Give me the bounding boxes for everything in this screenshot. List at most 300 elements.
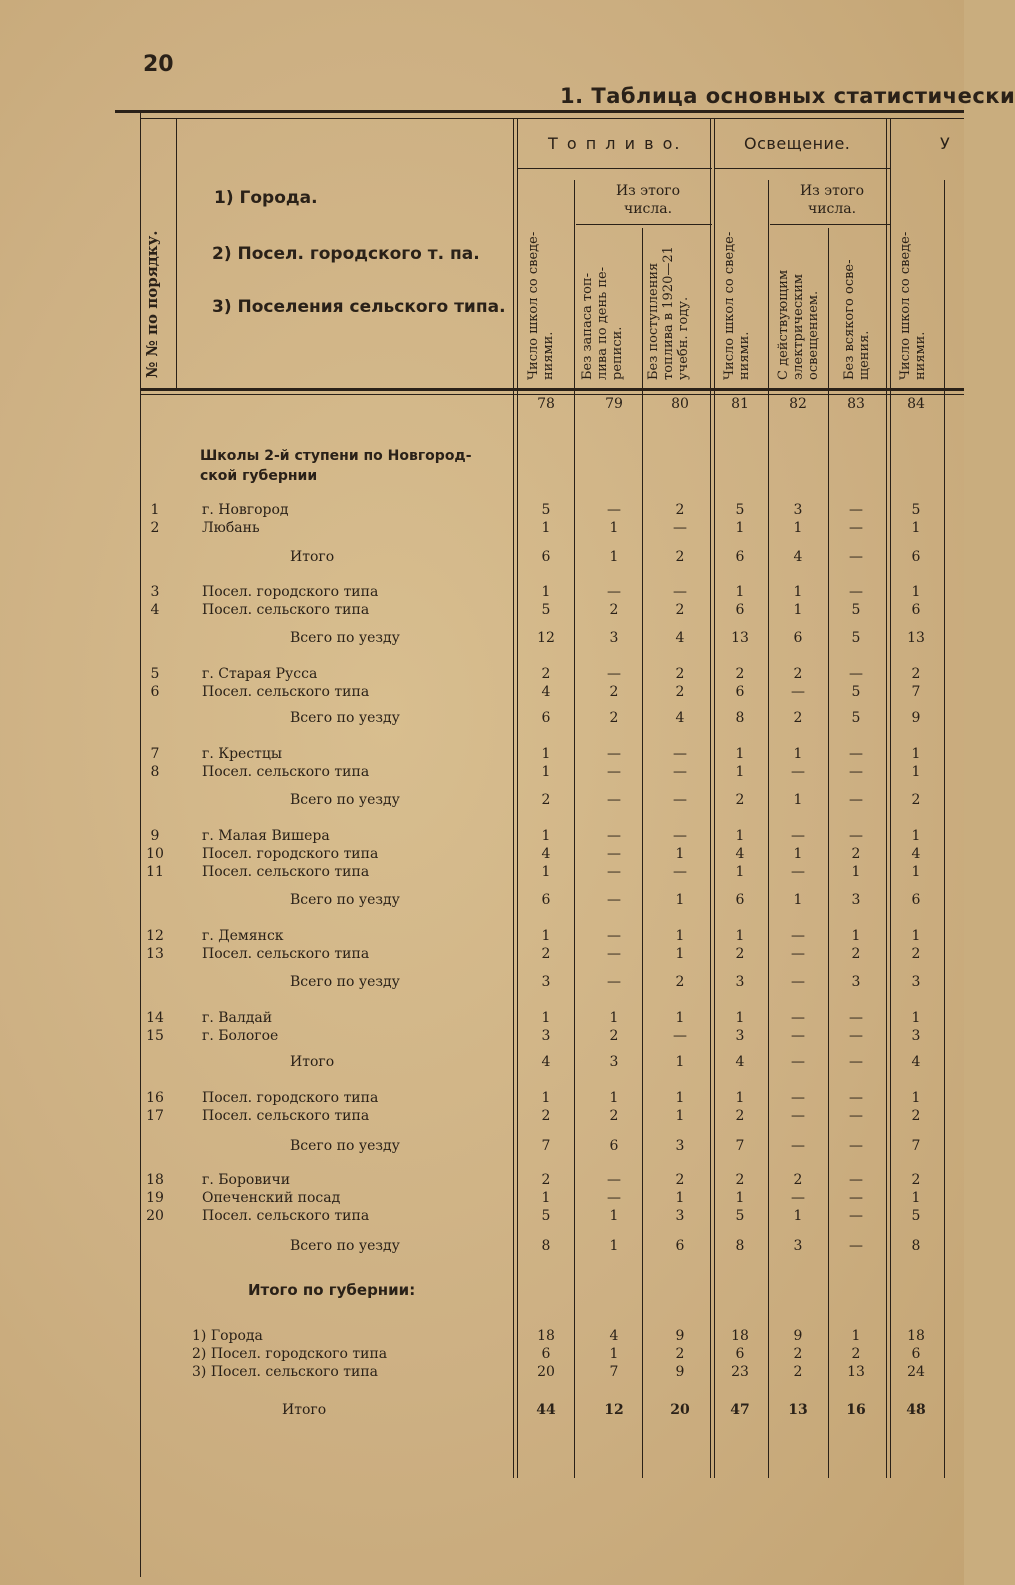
cell-col-78: 8: [541, 1238, 551, 1254]
cell-col-81: 1: [735, 520, 745, 536]
cell-col-80: 3: [675, 1138, 685, 1154]
cell-col-79: 4: [609, 1328, 619, 1344]
subtotal-row: [0, 974, 964, 992]
cell-col-84: 1: [911, 1010, 921, 1026]
row-label: Всего по уезду: [290, 1238, 400, 1254]
cell-col-83: 2: [851, 846, 861, 862]
lighting-group-rule: [714, 168, 890, 169]
cell-col-82: —: [791, 974, 805, 990]
stub-item-rural-type: 3) Поселения сельского типа.: [212, 297, 506, 317]
cell-col-84: 2: [911, 946, 921, 962]
cell-col-82: —: [791, 946, 805, 962]
cell-col-81: 6: [735, 684, 745, 700]
row-number: 11: [146, 864, 164, 880]
cell-col-78: 1: [541, 828, 551, 844]
table-row: [0, 746, 964, 764]
cell-col-84: 2: [911, 792, 921, 808]
cell-col-81: 8: [735, 710, 745, 726]
cell-col-78: 3: [541, 974, 551, 990]
row-number: 7: [150, 746, 160, 762]
row-number: 12: [146, 928, 164, 944]
cell-col-80: 9: [675, 1364, 685, 1380]
col-num-79: 79: [605, 396, 623, 412]
cell-col-79: —: [607, 864, 621, 880]
cell-col-80: 1: [675, 1010, 685, 1026]
cell-col-82: 3: [793, 1238, 803, 1254]
cell-col-78: 1: [541, 764, 551, 780]
cell-col-80: —: [673, 792, 687, 808]
col-header-83: Без всякого осве- щения.: [842, 259, 872, 380]
col-header-82: С действующим электрическим освещением.: [776, 269, 821, 380]
row-label: г. Малая Вишера: [202, 828, 330, 844]
cell-col-78: 2: [541, 666, 551, 682]
cell-col-80: —: [673, 1028, 687, 1044]
cell-col-83: —: [849, 1108, 863, 1124]
row-label: Всего по уезду: [290, 710, 400, 726]
cell-col-78: 2: [541, 946, 551, 962]
cell-col-79: 2: [609, 710, 619, 726]
cell-col-81: 2: [735, 1172, 745, 1188]
row-number: 6: [150, 684, 160, 700]
cell-col-80: 2: [675, 1346, 685, 1362]
cell-col-84: 7: [911, 684, 921, 700]
row-label: Любань: [202, 520, 260, 536]
cell-col-81: 7: [735, 1138, 745, 1154]
row-number: 18: [146, 1172, 164, 1188]
subtotal-row: [0, 549, 964, 567]
cell-col-84: 1: [911, 746, 921, 762]
col-header-78: Число школ со сведе- ниями.: [526, 231, 556, 380]
cell-col-83: —: [849, 1238, 863, 1254]
cell-col-82: —: [791, 684, 805, 700]
cell-col-81: 6: [735, 602, 745, 618]
province-total-label: Итого: [282, 1402, 327, 1418]
row-label: Всего по уезду: [290, 1138, 400, 1154]
cell-col-78: 2: [541, 1108, 551, 1124]
col-num-78: 78: [537, 396, 555, 412]
cell-col-80: —: [673, 764, 687, 780]
cell-col-83: 5: [851, 630, 861, 646]
row-label: Всего по уезду: [290, 974, 400, 990]
top-rule-2: [140, 118, 964, 119]
cell-col-81: 1: [735, 864, 745, 880]
cell-col-78: 7: [541, 1138, 551, 1154]
cell-col-78: 20: [537, 1364, 555, 1380]
cell-col-84: 4: [911, 846, 921, 862]
cell-col-84: 24: [907, 1364, 925, 1380]
cell-col-81: 18: [731, 1328, 749, 1344]
cell-col-82: 1: [793, 1208, 803, 1224]
cell-col-80: 2: [675, 684, 685, 700]
row-label: г. Валдай: [202, 1010, 273, 1026]
table-row: [0, 602, 964, 620]
cell-col-79: 1: [609, 1208, 619, 1224]
cell-col-82: —: [791, 828, 805, 844]
cell-col-79: 3: [609, 1054, 619, 1070]
row-number: 1: [150, 502, 160, 518]
table-row: [0, 864, 964, 882]
col-num-82: 82: [789, 396, 807, 412]
table-row: [0, 828, 964, 846]
cell-col-84: 48: [906, 1402, 926, 1418]
row-number: 2: [150, 520, 160, 536]
row-number: 4: [150, 602, 160, 618]
cell-col-82: —: [791, 1190, 805, 1206]
cell-col-80: 6: [675, 1238, 685, 1254]
cell-col-82: —: [791, 764, 805, 780]
cell-col-78: 1: [541, 520, 551, 536]
row-number: 15: [146, 1028, 164, 1044]
cell-col-79: —: [607, 892, 621, 908]
cell-col-82: 1: [793, 602, 803, 618]
fuel-group-rule: [518, 168, 712, 169]
row-label: Посел. городского типа: [202, 584, 379, 600]
row-number: 9: [150, 828, 160, 844]
table-row: [0, 1108, 964, 1126]
cell-col-82: —: [791, 1090, 805, 1106]
cell-col-82: —: [791, 864, 805, 880]
cell-col-79: —: [607, 764, 621, 780]
cell-col-83: —: [849, 584, 863, 600]
province-row-label: 2) Посел. городского типа: [192, 1346, 388, 1362]
cell-col-81: 5: [735, 502, 745, 518]
table-row: [0, 1208, 964, 1226]
cell-col-78: 4: [541, 1054, 551, 1070]
section-title: Школы 2-й ступени по Новгород- ской губернии: [200, 448, 472, 484]
cell-col-84: 18: [907, 1328, 925, 1344]
rule-stub: [176, 118, 177, 388]
cell-col-82: —: [791, 1010, 805, 1026]
subgroup-lighting: Из этого числа.: [799, 183, 865, 217]
cell-col-81: 1: [735, 828, 745, 844]
row-label: Посел. городского типа: [202, 1090, 379, 1106]
table-row: [0, 502, 964, 520]
cell-col-80: 3: [675, 1208, 685, 1224]
row-number: 8: [150, 764, 160, 780]
cell-col-78: 44: [536, 1402, 556, 1418]
col-num-80: 80: [671, 396, 689, 412]
row-label: Опеченский посад: [202, 1190, 341, 1206]
cell-col-80: 1: [675, 928, 685, 944]
row-label: г. Боровичи: [202, 1172, 291, 1188]
cell-col-82: 13: [788, 1402, 808, 1418]
cell-col-81: 1: [735, 584, 745, 600]
cell-col-83: —: [849, 1028, 863, 1044]
cell-col-83: —: [849, 1172, 863, 1188]
table-row: [0, 584, 964, 602]
fuel-sub-rule: [576, 224, 712, 225]
row-label: Посел. сельского типа: [202, 1208, 370, 1224]
group-next: У: [940, 134, 952, 153]
cell-col-78: 1: [541, 584, 551, 600]
cell-col-80: 4: [675, 710, 685, 726]
cell-col-83: 2: [851, 946, 861, 962]
cell-col-83: —: [849, 1208, 863, 1224]
cell-col-79: 1: [609, 549, 619, 565]
cell-col-83: —: [849, 746, 863, 762]
row-number: 13: [146, 946, 164, 962]
cell-col-79: 2: [609, 1108, 619, 1124]
cell-col-79: 2: [609, 1028, 619, 1044]
table-row: [0, 666, 964, 684]
cell-col-84: 1: [911, 864, 921, 880]
header-bottom-rule: [140, 388, 964, 391]
cell-col-81: 2: [735, 792, 745, 808]
cell-col-81: 4: [735, 1054, 745, 1070]
cell-col-83: 5: [851, 710, 861, 726]
cell-col-81: 6: [735, 892, 745, 908]
subgroup-fuel: Из этого числа.: [615, 183, 681, 217]
cell-col-82: 1: [793, 892, 803, 908]
cell-col-79: —: [607, 928, 621, 944]
cell-col-84: 1: [911, 520, 921, 536]
table-row: [0, 764, 964, 782]
cell-col-84: 1: [911, 928, 921, 944]
cell-col-79: 7: [609, 1364, 619, 1380]
stub-item-urban-type: 2) Посел. городского т. па.: [212, 244, 480, 264]
cell-col-81: 1: [735, 1090, 745, 1106]
table-row: [0, 846, 964, 864]
cell-col-83: 5: [851, 602, 861, 618]
cell-col-83: 1: [851, 864, 861, 880]
cell-col-80: 2: [675, 549, 685, 565]
row-label: Посел. сельского типа: [202, 602, 370, 618]
row-label: г. Крестцы: [202, 746, 283, 762]
cell-col-78: 5: [541, 602, 551, 618]
top-rule: [115, 110, 964, 113]
row-number: 17: [146, 1108, 164, 1124]
cell-col-79: 6: [609, 1138, 619, 1154]
subtotal-row: [0, 892, 964, 910]
table-row: [0, 1172, 964, 1190]
cell-col-81: 5: [735, 1208, 745, 1224]
table-row: [0, 684, 964, 702]
cell-col-81: 6: [735, 1346, 745, 1362]
cell-col-79: —: [607, 746, 621, 762]
cell-col-79: 1: [609, 1010, 619, 1026]
row-number: 3: [150, 584, 160, 600]
cell-col-82: 1: [793, 792, 803, 808]
cell-col-79: 3: [609, 630, 619, 646]
cell-col-83: —: [849, 764, 863, 780]
cell-col-81: 2: [735, 666, 745, 682]
cell-col-78: 12: [537, 630, 555, 646]
cell-col-80: 1: [675, 892, 685, 908]
cell-col-80: 1: [675, 1190, 685, 1206]
cell-col-83: 5: [851, 684, 861, 700]
cell-col-78: 4: [541, 684, 551, 700]
cell-col-79: 1: [609, 1090, 619, 1106]
cell-col-84: 3: [911, 974, 921, 990]
cell-col-84: 13: [907, 630, 925, 646]
row-label: г. Новгород: [202, 502, 289, 518]
cell-col-80: 2: [675, 602, 685, 618]
cell-col-78: 6: [541, 549, 551, 565]
row-label: Всего по уезду: [290, 630, 400, 646]
cell-col-79: 1: [609, 1238, 619, 1254]
cell-col-78: 1: [541, 928, 551, 944]
cell-col-83: —: [849, 1190, 863, 1206]
row-number: 20: [146, 1208, 164, 1224]
cell-col-82: 9: [793, 1328, 803, 1344]
row-label: Посел. сельского типа: [202, 684, 370, 700]
subtotal-row: [0, 710, 964, 728]
cell-col-82: 4: [793, 549, 803, 565]
cell-col-83: 3: [851, 974, 861, 990]
cell-col-83: —: [849, 520, 863, 536]
cell-col-81: 1: [735, 1010, 745, 1026]
cell-col-79: —: [607, 974, 621, 990]
table-row: [0, 928, 964, 946]
row-label: Итого: [290, 549, 335, 565]
cell-col-80: —: [673, 746, 687, 762]
row-label: Посел. сельского типа: [202, 864, 370, 880]
cell-col-81: 2: [735, 1108, 745, 1124]
col-header-79: Без запаса топ- лива по день пе- реписи.: [580, 266, 625, 380]
table-row: [0, 1190, 964, 1208]
row-label: Посел. сельского типа: [202, 764, 370, 780]
cell-col-81: 8: [735, 1238, 745, 1254]
cell-col-83: —: [849, 502, 863, 518]
cell-col-79: 12: [604, 1402, 624, 1418]
cell-col-84: 2: [911, 1108, 921, 1124]
cell-col-84: 3: [911, 1028, 921, 1044]
col-header-80: Без поступления топлива в 1920—21 учебн. году.: [646, 246, 691, 380]
cell-col-81: 3: [735, 974, 745, 990]
table-row: [0, 520, 964, 538]
cell-col-82: 1: [793, 520, 803, 536]
cell-col-78: 5: [541, 502, 551, 518]
subtotal-row: [0, 1138, 964, 1156]
cell-col-78: 18: [537, 1328, 555, 1344]
cell-col-84: 8: [911, 1238, 921, 1254]
table-row: [0, 1090, 964, 1108]
cell-col-79: —: [607, 584, 621, 600]
cell-col-84: 7: [911, 1138, 921, 1154]
cell-col-83: 13: [847, 1364, 865, 1380]
subtotal-row: [0, 1054, 964, 1072]
cell-col-83: 3: [851, 892, 861, 908]
cell-col-81: 4: [735, 846, 745, 862]
subtotal-row: [0, 792, 964, 810]
cell-col-82: 2: [793, 1346, 803, 1362]
row-label: Посел. городского типа: [202, 846, 379, 862]
cell-col-79: —: [607, 792, 621, 808]
row-label: г. Демянск: [202, 928, 284, 944]
cell-col-84: 1: [911, 1190, 921, 1206]
cell-col-81: 13: [731, 630, 749, 646]
cell-col-80: 1: [675, 1054, 685, 1070]
cell-col-78: 1: [541, 1010, 551, 1026]
cell-col-78: 3: [541, 1028, 551, 1044]
cell-col-84: 1: [911, 764, 921, 780]
row-label: Посел. сельского типа: [202, 946, 370, 962]
province-row-label: 1) Города: [192, 1328, 263, 1344]
cell-col-79: —: [607, 1190, 621, 1206]
cell-col-84: 2: [911, 666, 921, 682]
province-total-row: [0, 1402, 964, 1420]
cell-col-83: 1: [851, 928, 861, 944]
cell-col-78: 5: [541, 1208, 551, 1224]
cell-col-78: 1: [541, 746, 551, 762]
cell-col-80: 2: [675, 666, 685, 682]
group-lighting: Освещение.: [744, 134, 851, 153]
col-num-83: 83: [847, 396, 865, 412]
cell-col-81: 23: [731, 1364, 749, 1380]
cell-col-84: 6: [911, 602, 921, 618]
cell-col-79: 2: [609, 684, 619, 700]
cell-col-79: —: [607, 828, 621, 844]
cell-col-80: 1: [675, 846, 685, 862]
cell-col-79: —: [607, 946, 621, 962]
cell-col-82: 2: [793, 710, 803, 726]
cell-col-83: 2: [851, 1346, 861, 1362]
cell-col-83: 1: [851, 1328, 861, 1344]
row-label: Всего по уезду: [290, 892, 400, 908]
cell-col-80: —: [673, 828, 687, 844]
table-title: 1. Таблица основных статистически: [560, 84, 1015, 108]
cell-col-81: 2: [735, 946, 745, 962]
row-label: Итого: [290, 1054, 335, 1070]
cell-col-82: —: [791, 1054, 805, 1070]
cell-col-82: 1: [793, 584, 803, 600]
cell-col-81: 3: [735, 1028, 745, 1044]
col-header-84: Число школ со сведе- ниями.: [898, 231, 928, 380]
cell-col-84: 6: [911, 1346, 921, 1362]
cell-col-82: 3: [793, 502, 803, 518]
page-number: 20: [143, 52, 174, 77]
cell-col-80: —: [673, 584, 687, 600]
cell-col-78: 1: [541, 1190, 551, 1206]
cell-col-80: —: [673, 520, 687, 536]
cell-col-81: 47: [730, 1402, 750, 1418]
cell-col-79: 2: [609, 602, 619, 618]
cell-col-79: —: [607, 666, 621, 682]
cell-col-80: —: [673, 864, 687, 880]
table-row: [0, 1010, 964, 1028]
cell-col-81: 1: [735, 928, 745, 944]
cell-col-82: —: [791, 1028, 805, 1044]
cell-col-82: 2: [793, 666, 803, 682]
cell-col-82: —: [791, 1138, 805, 1154]
cell-col-82: 6: [793, 630, 803, 646]
cell-col-80: 2: [675, 502, 685, 518]
cell-col-83: —: [849, 1010, 863, 1026]
cell-col-81: 6: [735, 549, 745, 565]
cell-col-79: —: [607, 846, 621, 862]
province-row: [0, 1328, 964, 1346]
cell-col-81: 1: [735, 746, 745, 762]
cell-col-82: 1: [793, 846, 803, 862]
cell-col-84: 1: [911, 1090, 921, 1106]
cell-col-80: 1: [675, 946, 685, 962]
cell-col-84: 2: [911, 1172, 921, 1188]
row-number: 19: [146, 1190, 164, 1206]
cell-col-78: 1: [541, 864, 551, 880]
cell-col-84: 4: [911, 1054, 921, 1070]
cell-col-83: —: [849, 1090, 863, 1106]
cell-col-82: —: [791, 1108, 805, 1124]
cell-col-78: 1: [541, 1090, 551, 1106]
col-num-81: 81: [731, 396, 749, 412]
cell-col-84: 1: [911, 584, 921, 600]
cell-col-81: 1: [735, 1190, 745, 1206]
cell-col-84: 5: [911, 502, 921, 518]
cell-col-80: 1: [675, 1090, 685, 1106]
cell-col-82: 2: [793, 1364, 803, 1380]
cell-col-83: —: [849, 666, 863, 682]
cell-col-78: 2: [541, 1172, 551, 1188]
